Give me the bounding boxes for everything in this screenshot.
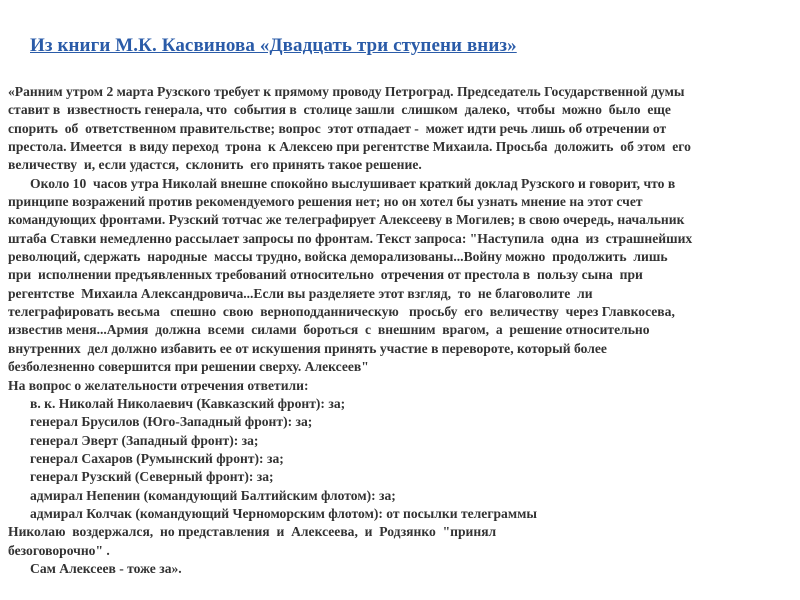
text-line: спорить об ответственном правительстве; вопрос этот отпадает - может идти речь лишь об отречении от [8,120,667,136]
text-line: «Ранним утром 2 марта Рузского требует к прямому проводу Петроград. Председатель Государственной думы [8,84,685,99]
text-line: На вопрос о желательности отречения ответили: [8,377,309,393]
text-line: в. к. Николай Николаевич (Кавказский фронт): за; [30,395,346,411]
text-line: генерал Эверт (Западный фронт): за; [30,432,259,448]
text-line: генерал Брусилов (Юго-Западный фронт): за; [30,414,313,430]
text-line: внутренних дел должно избавить ее от искушения принять участие в перевороте, который более [8,340,607,356]
text-line: Около 10 часов утра Николай внешне спокойно выслушивает краткий доклад Рузского и говорит, что в [30,175,676,191]
text-line: генерал Рузский (Северный фронт): за; [30,469,274,485]
text-line: престола. Имеется в виду переход трона к Алексею при регентстве Михаила. Просьба доложить об этом его [8,139,691,155]
document-title: Из книги М.К. Касвинова «Двадцать три ступени вниз» [30,35,517,56]
text-line: революций, сдержать народные массы трудно, войска деморализованы...Войну можно продолжить лишь [8,249,668,265]
quote-body [8,83,798,578]
text-line: адмирал Колчак (командующий Черноморским флотом): от посылки телеграммы [30,505,537,521]
text-line: безоговорочно" . [8,542,110,558]
text-line: телеграфировать весьма спешно свою верноподданническую просьбу его величеству через Главкосева, [8,304,675,320]
text-line: Николаю воздержался, но представления и Алексеева, и Родзянко "принял [8,524,497,540]
text-line: регентстве Михаила Александровича...Если вы разделяете этот взгляд, то не благоволите ли [8,285,593,301]
text-line: известив меня...Армия должна всеми силами бороться с внешним врагом, а решение относительно [8,322,650,338]
text-line: ставит в известность генерала, что события в столице зашли слишком далеко, чтобы можно было еще [8,102,671,118]
text-line: принципе возражений против рекомендуемого решения нет; но он хотел бы узнать мнение на этот счет [8,194,643,210]
text-line: величеству и, если удастся, склонить его принять такое решение. [8,157,422,173]
text-line: безболезненно совершится при решении сверху. Алексеев" [8,359,369,375]
text-line: командующих фронтами. Рузский тотчас же телеграфирует Алексееву в Могилев; в свою очередь, начальник [8,212,685,228]
text-line: при исполнении предъявленных требований относительно отречения от престола в пользу сына при [8,267,643,283]
text-line: генерал Сахаров (Румынский фронт): за; [30,450,284,466]
text-line: Сам Алексеев - тоже за». [30,560,182,576]
text-line: адмирал Непенин (командующий Балтийским флотом): за; [30,487,396,503]
text-line: штаба Ставки немедленно рассылает запросы по фронтам. Текст запроса: "Наступила одна из страшнейших [8,230,693,246]
